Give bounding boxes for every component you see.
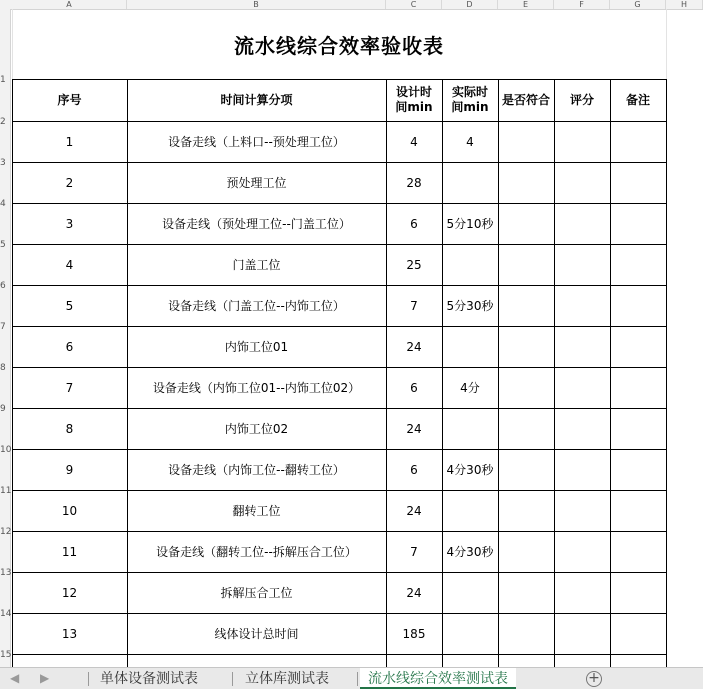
row-header-bar [0,9,11,667]
table-cell-item[interactable]: 内饰工位02 [224,422,289,436]
header-conform [498,79,554,121]
row-header-14[interactable]: 14 [0,609,12,619]
table-cell-actual[interactable]: 4 [466,134,474,149]
table-cell-conform[interactable] [498,244,554,285]
column-header-e[interactable]: E [498,0,554,9]
column-header-g[interactable]: G [610,0,666,9]
tab-stereo-warehouse-test[interactable]: 立体库测试表 [245,670,329,686]
table-cell-conform[interactable] [498,162,554,203]
table-cell-remark[interactable] [610,203,666,244]
row-header-8[interactable]: 8 [0,363,6,373]
table-cell-score[interactable] [554,244,610,285]
table-cell-score[interactable] [554,121,610,162]
table-cell-seq[interactable]: 12 [61,585,78,600]
column-header-f[interactable]: F [554,0,610,9]
table-cell-seq[interactable]: 8 [65,421,74,436]
table-cell-actual[interactable] [442,326,498,367]
column-header-a[interactable]: A [12,0,127,9]
table-cell-design[interactable]: 6 [410,380,418,395]
table-cell-conform[interactable] [498,531,554,572]
header-actual-time-text: 间min [451,100,489,114]
table-cell-item[interactable]: 设备走线（翻转工位--拆解压合工位） [156,545,357,559]
sheet-tab-bar [0,667,703,689]
row-header-13[interactable]: 13 [0,568,12,578]
table-cell-remark[interactable] [610,572,666,613]
header-conform-text: 是否符合 [501,92,550,107]
column-header-h[interactable]: H [666,0,703,9]
table-cell-score[interactable] [554,449,610,490]
table-cell-seq[interactable]: 11 [61,544,78,559]
header-design-time-text: 设计时 [395,85,432,99]
table-cell-conform[interactable] [498,203,554,244]
table-cell-remark[interactable] [610,244,666,285]
table-cell-design[interactable]: 4 [410,134,418,149]
tab-single-device-test[interactable]: 单体设备测试表 [100,670,198,686]
table-cell-item[interactable]: 翻转工位 [232,504,281,518]
table-cell-actual[interactable] [442,162,498,203]
tab-separator [88,672,89,686]
table-cell-design[interactable]: 28 [406,175,422,190]
row-header-4[interactable]: 4 [0,199,6,209]
table-cell-actual[interactable] [442,490,498,531]
row-header-5[interactable]: 5 [0,240,6,250]
table-cell-item[interactable]: 内饰工位01 [224,340,289,354]
table-cell-design[interactable]: 24 [406,339,422,354]
header-seq-text: 序号 [57,92,82,107]
table-cell-remark[interactable] [610,490,666,531]
header-item-text: 时间计算分项 [220,92,293,107]
table-cell-conform[interactable] [498,326,554,367]
header-actual-time-text: 实际时 [451,85,488,99]
column-border-7 [666,79,667,667]
table-cell-score[interactable] [554,367,610,408]
table-cell-remark[interactable] [610,162,666,203]
header-design-time-text: 间min [395,100,433,114]
header-seq [12,79,127,121]
table-cell-score[interactable] [554,162,610,203]
table-cell-design[interactable]: 7 [410,298,418,313]
row-header-15[interactable]: 15 [0,650,12,660]
add-sheet-button[interactable]: + [586,671,602,687]
table-cell-item[interactable]: 设备走线（内饰工位--翻转工位） [168,463,345,477]
table-cell-seq[interactable]: 9 [65,462,74,477]
table-cell-remark[interactable] [610,408,666,449]
header-actual-time [442,79,498,121]
row-header-7[interactable]: 7 [0,322,6,332]
tab-separator [357,672,358,686]
table-cell-conform[interactable] [498,367,554,408]
header-score-text: 评分 [569,92,594,107]
table-cell-remark[interactable] [610,367,666,408]
table-cell-design[interactable]: 6 [410,216,418,231]
table-cell-score[interactable] [554,531,610,572]
row-header-1[interactable]: 1 [0,75,6,85]
table-cell-actual[interactable]: 4分 [460,381,480,395]
table-cell-score[interactable] [554,408,610,449]
table-cell-remark[interactable] [610,121,666,162]
table-cell-actual[interactable]: 4分30秒 [446,463,494,477]
row-header-10[interactable]: 10 [0,445,12,455]
table-cell-score[interactable] [554,203,610,244]
table-cell-seq[interactable]: 6 [65,339,74,354]
table-cell-item[interactable]: 预处理工位 [226,176,287,190]
tab-assembly-line-efficiency-test[interactable]: 流水线综合效率测试表 [360,668,516,689]
table-cell-seq[interactable]: 1 [65,134,74,149]
table-cell-score[interactable] [554,613,610,654]
table-cell-item[interactable]: 门盖工位 [232,258,281,272]
table-cell-remark[interactable] [610,326,666,367]
row-header-9[interactable]: 9 [0,404,6,414]
table-cell-item[interactable]: 线体设计总时间 [214,627,299,641]
column-header-b[interactable]: B [127,0,386,9]
table-cell-score[interactable] [554,326,610,367]
table-cell-design[interactable]: 24 [406,503,422,518]
table-cell-seq[interactable]: 10 [61,503,78,518]
table-cell-seq[interactable]: 7 [65,380,74,395]
table-cell-design[interactable]: 6 [410,462,418,477]
row-header-12[interactable]: 12 [0,527,12,537]
table-cell-score[interactable] [554,572,610,613]
table-cell-remark[interactable] [610,285,666,326]
table-cell-actual[interactable] [442,613,498,654]
table-cell-actual[interactable]: 4分30秒 [446,545,494,559]
table-cell-remark[interactable] [610,613,666,654]
table-cell-design[interactable]: 185 [402,626,426,641]
column-header-c[interactable]: C [386,0,442,9]
row-header-2[interactable]: 2 [0,117,6,127]
row-border [12,654,667,655]
table-cell-conform[interactable] [498,572,554,613]
table-cell-conform[interactable] [498,449,554,490]
table-cell-design[interactable]: 7 [410,544,418,559]
table-cell-seq[interactable]: 3 [65,216,74,231]
header-design-time [386,79,442,121]
table-cell-seq[interactable]: 2 [65,175,74,190]
table-cell-item[interactable]: 拆解压合工位 [220,586,293,600]
table-cell-conform[interactable] [498,285,554,326]
table-cell-conform[interactable] [498,613,554,654]
header-remark-text: 备注 [625,92,650,107]
row-header-3[interactable]: 3 [0,158,6,168]
tab-scroll-right-button[interactable]: ▶ [40,671,50,685]
table-cell-remark[interactable] [610,531,666,572]
header-remark [610,79,666,121]
table-cell-seq[interactable]: 13 [61,626,78,641]
row-header-11[interactable]: 11 [0,486,12,496]
table-cell-actual[interactable] [442,408,498,449]
page-title: 流水线综合效率验收表 [234,33,444,58]
table-cell-actual[interactable]: 5分30秒 [446,299,494,313]
table-cell-remark[interactable] [610,449,666,490]
tab-scroll-left-button[interactable]: ◀ [10,671,20,685]
row-header-6[interactable]: 6 [0,281,6,291]
table-cell-item[interactable]: 设备走线（内饰工位01--内饰工位02） [152,381,361,395]
table-cell-seq[interactable]: 4 [65,257,74,272]
table-cell-actual[interactable] [442,572,498,613]
table-cell-item[interactable]: 设备走线（上料口--预处理工位） [168,135,345,149]
tab-separator [232,672,233,686]
table-cell-conform[interactable] [498,408,554,449]
table-cell-design[interactable]: 24 [406,585,422,600]
table-cell-item[interactable]: 设备走线（门盖工位--内饰工位） [168,299,345,313]
table-cell-seq[interactable]: 5 [65,298,74,313]
table-cell-design[interactable]: 24 [406,421,422,436]
table-cell-actual[interactable]: 5分10秒 [446,217,494,231]
header-item [127,79,386,121]
table-cell-item[interactable]: 设备走线（预处理工位--门盖工位） [162,217,351,231]
table-cell-score[interactable] [554,490,610,531]
table-cell-score[interactable] [554,285,610,326]
header-score [554,79,610,121]
table-cell-conform[interactable] [498,490,554,531]
table-cell-conform[interactable] [498,121,554,162]
table-cell-actual[interactable] [442,244,498,285]
column-header-d[interactable]: D [442,0,498,9]
table-cell-design[interactable]: 25 [406,257,422,272]
